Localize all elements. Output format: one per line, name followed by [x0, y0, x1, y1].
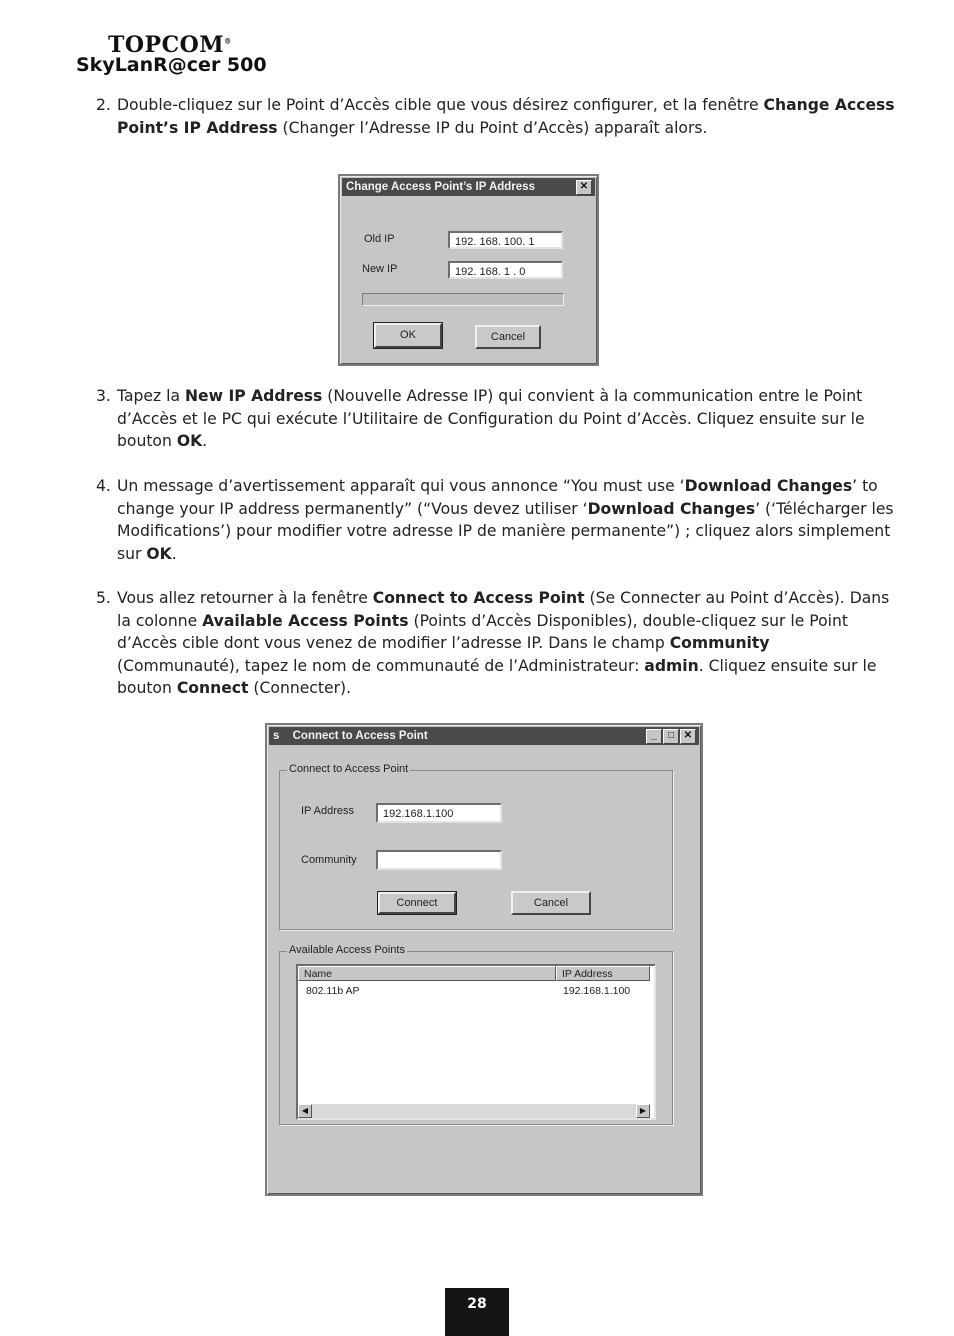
body-text: .: [171, 544, 177, 563]
cancel-button[interactable]: Cancel: [511, 891, 591, 915]
body-text: ’ to change your IP address permanently” (“Vous devez utiliser ‘: [117, 477, 878, 518]
emphasis-text: Change Access Point’s IP Address: [117, 96, 895, 137]
connect-button[interactable]: Connect: [378, 892, 456, 914]
dialog-title: Change Access Point’s IP Address: [346, 181, 535, 193]
body-text: Double-cliquez sur le Point d’Accès cible que vous désirez configurer, et la fenêtre: [117, 96, 764, 114]
cancel-button[interactable]: Cancel: [475, 325, 541, 349]
step-number: 5.: [96, 589, 111, 607]
emphasis-text: Download Changes: [684, 477, 853, 495]
body-text: . Cliquez ensuite sur le bouton: [117, 656, 877, 697]
emphasis-text: admin: [644, 656, 699, 675]
access-points-list[interactable]: [296, 964, 656, 1120]
product-name: SkyLanR@cer 500: [76, 54, 267, 76]
community-label: Community: [301, 854, 357, 866]
step-text: [117, 587, 896, 700]
close-icon[interactable]: ✕: [680, 729, 696, 744]
emphasis-text: Community: [669, 634, 770, 652]
list-item-name[interactable]: 802.11b AP: [306, 985, 360, 997]
scroll-right-icon[interactable]: ▶: [636, 1104, 650, 1118]
list-item-ip[interactable]: 192.168.1.100: [563, 985, 631, 997]
horizontal-scrollbar[interactable]: [298, 1104, 650, 1118]
step-number: 3.: [96, 387, 111, 405]
body-text: (Communauté), tapez le nom de communauté de l’Administrateur:: [117, 656, 645, 675]
registered-mark: ®: [224, 36, 232, 46]
body-text: Vous allez retourner à la fenêtre: [117, 589, 373, 607]
maximize-icon[interactable]: □: [663, 729, 679, 744]
step-text: [117, 385, 896, 453]
body-text: (Changer l’Adresse IP du Point d’Accès) apparaît alors.: [277, 118, 708, 137]
body-text: ’ (‘Télécharger les Modifications’) pour modifier votre adresse IP de manière permanente”) ; cliquez alors simplement sur: [117, 499, 894, 563]
app-icon: s: [273, 730, 280, 742]
dialog-title: Connect to Access Point: [292, 730, 428, 742]
step-5: [96, 587, 896, 700]
old-ip-field[interactable]: 192. 168. 100. 1: [448, 231, 563, 249]
brand-name: TOPCOM: [108, 32, 225, 58]
dialog-titlebar: [269, 727, 699, 745]
step-text: [117, 94, 896, 139]
ip-address-label: IP Address: [301, 805, 354, 817]
emphasis-text: OK: [176, 432, 203, 450]
body-text: Tapez la: [117, 387, 185, 405]
body-text: (Se Connecter au Point d’Accès). Dans la colonne: [117, 589, 890, 630]
progress-bar: [362, 293, 564, 306]
change-ip-dialog: [338, 174, 599, 366]
group-label: Available Access Points: [289, 944, 405, 956]
emphasis-text: Connect: [176, 679, 249, 697]
emphasis-text: Download Changes: [587, 499, 756, 518]
old-ip-label: Old IP: [364, 233, 395, 245]
ok-button[interactable]: OK: [374, 323, 442, 348]
group-label: Connect to Access Point: [289, 763, 409, 775]
body-text: (Connecter).: [248, 679, 352, 697]
community-input[interactable]: [376, 850, 502, 870]
step-number: 4.: [96, 477, 111, 495]
dialog-titlebar: [342, 178, 595, 196]
column-header-name[interactable]: Name: [298, 966, 556, 981]
connect-dialog: [265, 723, 703, 1196]
available-aps-group: [279, 944, 673, 1125]
body-text: (Points d’Accès Disponibles), double-cliquez sur le Point d’Accès cible dont vous venez de modifier l’adresse IP. Dans le champ: [117, 611, 849, 652]
emphasis-text: Connect to Access Point: [372, 589, 585, 607]
step-number: 2.: [96, 96, 111, 114]
page-number: 28: [445, 1288, 509, 1336]
body-text: (Nouvelle Adresse IP) qui convient à la communication entre le Point d’Accès et le PC qui exécute l’Utilitaire de Configuration du Point d’Accès. Cliquez ensuite sur le bouton: [117, 387, 865, 450]
body-text: Un message d’avertissement apparaît qui vous annonce “You must use ‘: [117, 477, 685, 495]
minimize-icon[interactable]: _: [646, 729, 662, 744]
step-4: [96, 475, 896, 565]
close-icon[interactable]: ✕: [576, 180, 592, 195]
body-text: .: [202, 432, 208, 450]
emphasis-text: Available Access Points: [202, 611, 409, 630]
ip-address-input[interactable]: 192.168.1.100: [376, 803, 502, 823]
new-ip-label: New IP: [362, 263, 398, 275]
scroll-left-icon[interactable]: ◀: [298, 1104, 312, 1118]
new-ip-field[interactable]: 192. 168. 1 . 0: [448, 261, 563, 279]
emphasis-text: New IP Address: [184, 387, 323, 405]
step-text: [117, 475, 896, 565]
step-3: [96, 385, 896, 453]
connect-group: [279, 763, 673, 930]
emphasis-text: OK: [146, 544, 172, 563]
column-header-ip[interactable]: IP Address: [556, 966, 650, 981]
step-2: [96, 94, 896, 139]
